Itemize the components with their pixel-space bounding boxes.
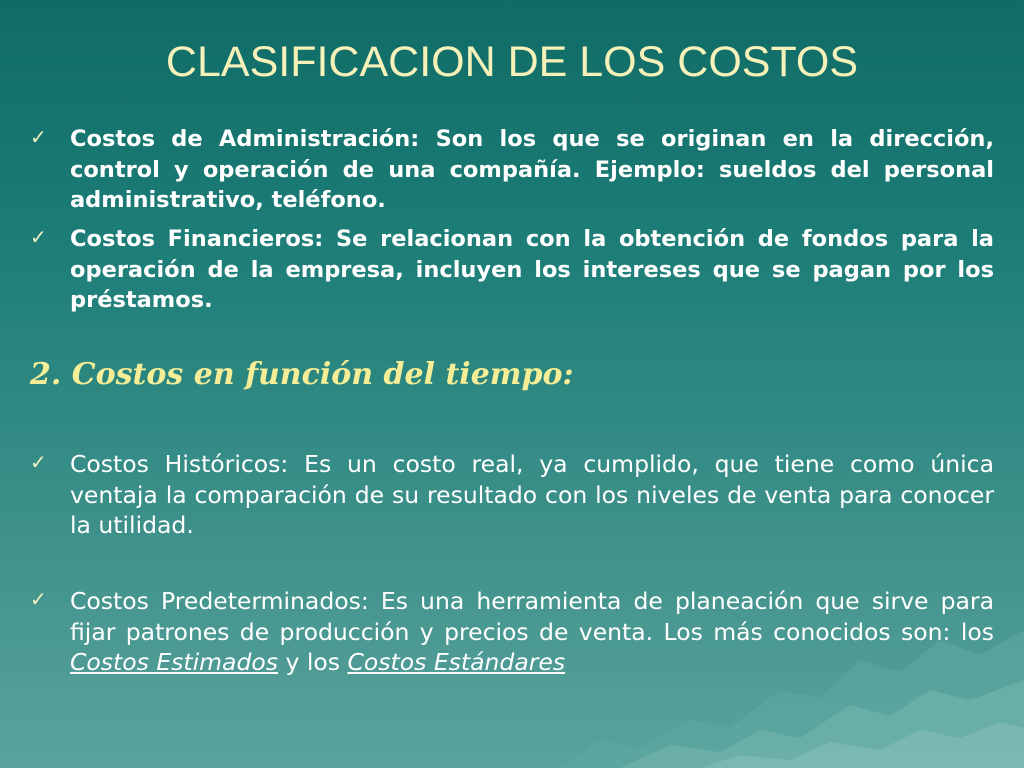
bullet-item-admin [30,124,994,216]
section-heading: 2. Costos en función del tiempo: [30,357,574,392]
bullet-text: Costos Financieros: Se relacionan con la obtención de fondos para la operación de la empresa, incluyen los intereses que se pagan por los préstamos. [70,226,994,313]
bullet-text: Costos de Administración: Son los que se originan en la dirección, control y operación de una compañía. Ejemplo: sueldos del personal administrativo, teléfono. [70,126,994,213]
costos-estandares-link[interactable]: Costos Estándares [347,648,566,676]
checkmark-icon: ✓ [30,450,47,474]
slide-title: CLASIFICACION DE LOS COSTOS [165,38,859,86]
bullet-text [70,586,994,678]
bullet-text: Costos Históricos: Es un costo real, ya cumplido, que tiene como única ventaja la comparación de su resultado con los niveles de venta para conocer la utilidad. [70,450,994,539]
bullet-text-middle: y los [278,648,348,676]
bullet-item-financieros [30,224,994,316]
checkmark-icon: ✓ [30,125,47,149]
checkmark-icon: ✓ [30,225,47,249]
bullet-text-start: Costos Predeterminados: Es una herramienta de planeación que sirve para fijar patrones de producción y precios de venta. Los más conocidos son: los [70,587,994,646]
bullet-item-predeterminados [30,586,994,678]
costos-estimados-link[interactable]: Costos Estimados [70,648,279,676]
checkmark-icon: ✓ [30,587,47,611]
bullet-item-historicos [30,449,994,541]
